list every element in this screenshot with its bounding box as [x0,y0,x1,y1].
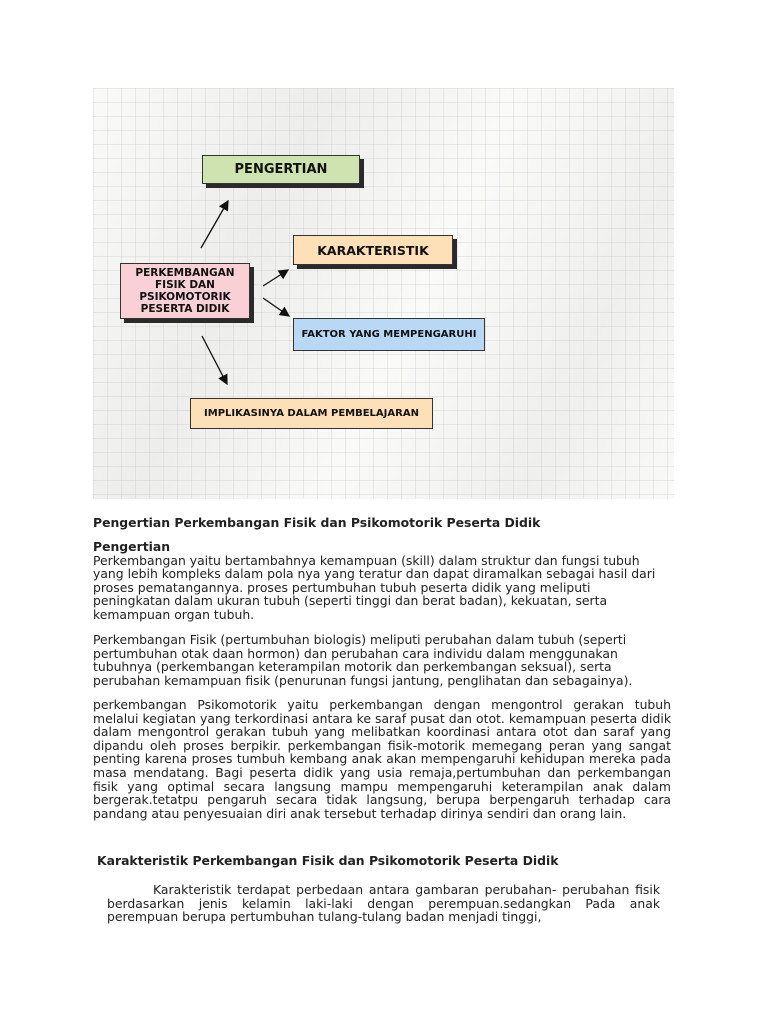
arrow-to-implikasi [202,336,227,384]
arrow-to-karakteristik [263,270,288,286]
paragraph-2-block [93,633,671,687]
box-pengertian [202,155,360,184]
paragraph-2: Perkembangan Fisik (pertumbuhan biologis) meliputi perubahan dalam tubuh (seperti pertumbuhan otak daan hormon) dan perubahan cara individu dalam menggunakan tubuhnya (perkembangan keterampilan motorik dan perkembangan seksual), serta perubahan kemampuan fisik (penurunan fungsi jantung, penglihatan dan sebagainya). [93,632,633,688]
paragraph-1: Perkembangan yaitu bertambahnya kemampuan (skill) dalam struktur dan fungsi tubuh yang lebih kompleks dalam pola nya yang teratur dan dapat diramalkan sebagai hasil dari proses pematangannya. proses pertumbuhan tubuh peserta didik yang meliputi peningkatan dalam ukuran tubuh (seperti tinggi dan berat badan), kekuatan, serta kemampuan organ tubuh. [93,552,656,622]
section-heading-pengertian: Pengertian [93,539,171,554]
box-faktor [293,318,485,351]
box-pengertian-label: PENGERTIAN [234,162,328,177]
article-title-block [93,516,671,530]
section-pengertian [93,540,671,622]
section-karakteristik [97,854,675,868]
box-implikasi [190,398,433,429]
box-faktor-label: FAKTOR YANG MEMPENGARUHI [301,329,477,340]
box-center [120,263,250,319]
paragraph-4-block [107,883,660,924]
article-title: Pengertian Perkembangan Fisik dan Psikomotorik Peserta Didik [93,515,541,530]
box-implikasi-label: IMPLIKASINYA DALAM PEMBELAJARAN [204,408,419,419]
paragraph-3-block [93,698,671,820]
box-karakteristik-label: KARAKTERISTIK [317,242,429,258]
arrow-to-pengertian [201,201,228,248]
paragraph-3: perkembangan Psikomotorik yaitu perkembangan dengan mengontrol gerakan tubuh melalui kegiatan yang terkordinasi antara ke saraf pusat dan otot. kemampuan peserta didik dalam mengontrol gerakan tubuh yang melibatkan koordinasi antara otot dan saraf yang dipandu oleh proses berpikir. perkembangan fisik-motorik memegang peran yang sangat penting karena proses tumbuh kembang anak akan mempengaruhi kehidupan mereka pada masa mendatang. Bagi peserta didik yang usia remaja,pertumbuhan dan perkembangan fisik yang optimal secara langsung mampu mempengaruhi keterampilan anak dalam bergerak.tetatpu pengaruh secara tidak langsung, berupa berpengaruh terhadap cara pandang atau penyesuaian diri anak tersebut terhadap dirinya sendiri dan orang lain. [93,697,671,821]
box-karakteristik [293,235,453,265]
section-heading-karakteristik: Karakteristik Perkembangan Fisik dan Psikomotorik Peserta Didik [97,853,559,868]
box-center-label: PERKEMBANGAN FISIK DAN PSIKOMOTORIK PESERTA DIDIK [135,267,235,315]
paragraph-4: Karakteristik terdapat perbedaan antara gambaran perubahan- perubahan fisik berdasarkan jenis kelamin laki-laki dengan perempuan.sedangkan Pada anak perempuan berupa pertumbuhan tulang-tulang badan menjadi tinggi, [107,882,660,925]
concept-diagram [93,88,674,499]
arrow-to-faktor [263,298,289,316]
